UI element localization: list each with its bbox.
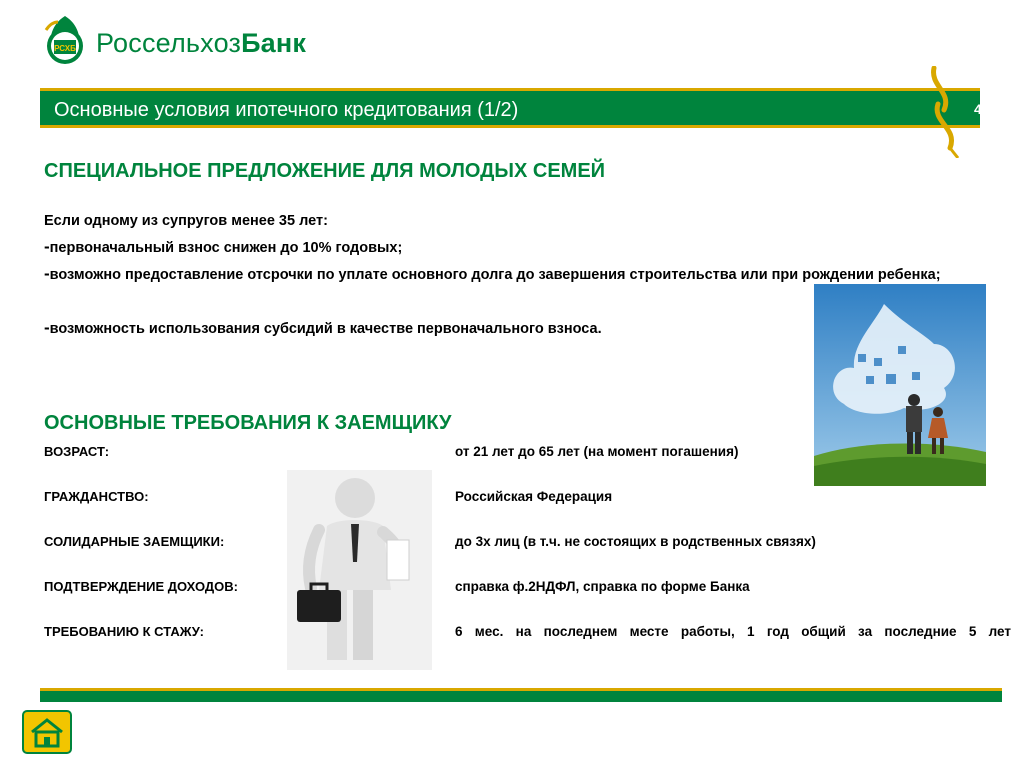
offer-item-text: первоначальный взнос снижен до 10% годовых; (49, 240, 403, 256)
requirement-label-age: ВОЗРАСТ: (44, 444, 110, 459)
requirement-value-age: от 21 лет до 65 лет (на момент погашения) (455, 444, 739, 459)
requirement-label-citizenship: ГРАЖДАНСТВО: (44, 489, 149, 504)
dash-marker: - (44, 264, 50, 283)
offer-item (44, 237, 402, 257)
dash-marker: - (44, 318, 50, 337)
requirement-value-citizenship: Российская Федерация (455, 489, 613, 504)
title-bar (40, 88, 980, 128)
requirement-value-co-borrowers: до 3х лиц (в т.ч. не состоящих в родственных связях) (455, 534, 816, 549)
requirement-label-experience: ТРЕБОВАНИЮ К СТАЖУ: (44, 624, 204, 639)
home-icon (24, 712, 70, 752)
emblem-text: РСХБ (54, 44, 76, 53)
brand-name (96, 28, 306, 59)
home-button[interactable] (22, 710, 72, 754)
wheat-leaf-icon (928, 66, 964, 158)
offer-item (44, 318, 602, 338)
businessman-illustration (287, 470, 432, 670)
page-number: 4 (974, 101, 982, 117)
requirement-value-income: справка ф.2НДФЛ, справка по форме Банка (455, 579, 750, 594)
offer-heading: СПЕЦИАЛЬНОЕ ПРЕДЛОЖЕНИЕ ДЛЯ МОЛОДЫХ СЕМЕЙ (44, 160, 606, 182)
footer-bar (40, 688, 1002, 702)
bank-emblem-icon (40, 12, 90, 68)
family-cloud-house-photo (814, 284, 986, 486)
offer-item-text: возможность использования субсидий в качестве первоначального взноса. (49, 321, 602, 337)
brand-name-regular: Россельхоз (96, 28, 242, 58)
requirement-label-income: ПОДТВЕРЖДЕНИЕ ДОХОДОВ: (44, 579, 238, 594)
page-title: Основные условия ипотечного кредитования (1/2) (54, 99, 519, 121)
requirement-label-co-borrowers: СОЛИДАРНЫЕ ЗАЕМЩИКИ: (44, 534, 225, 549)
requirement-value-experience: 6 мес. на последнем месте работы, 1 год общий за последние 5 лет (455, 624, 1011, 639)
offer-item (44, 263, 1012, 286)
requirements-heading: ОСНОВНЫЕ ТРЕБОВАНИЯ К ЗАЕМЩИКУ (44, 412, 452, 434)
dash-marker: - (44, 237, 50, 256)
offer-intro: Если одному из супругов менее 35 лет: (44, 213, 328, 229)
brand-name-bold: Банк (241, 28, 307, 58)
offer-item-text: возможно предоставление отсрочки по уплате основного долга до завершения строительства или при рождении ребенка; (49, 267, 941, 283)
